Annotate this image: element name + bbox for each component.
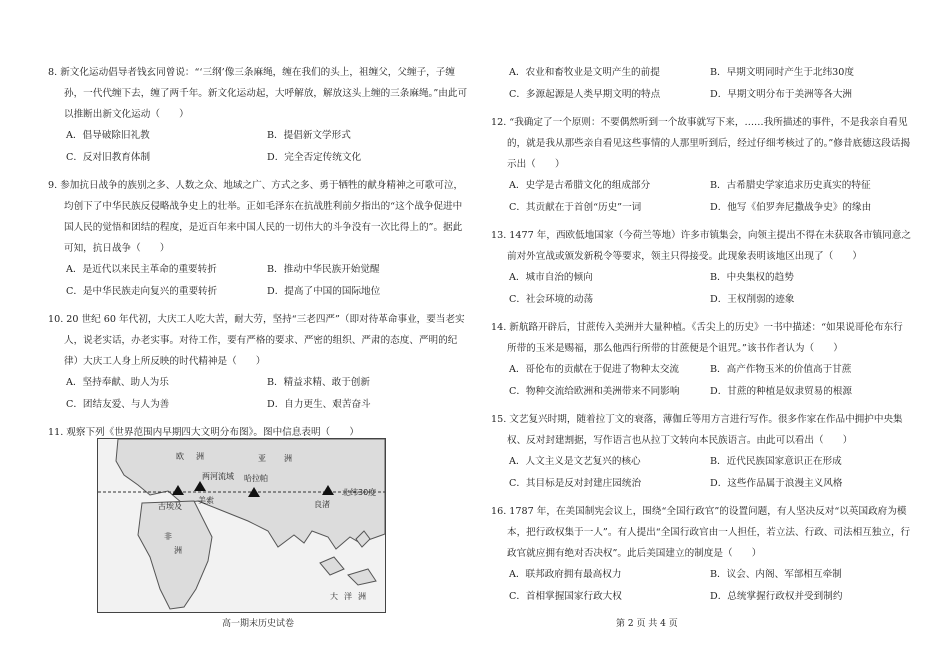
question-options — [491, 359, 911, 403]
answer-option: A．人文主义是文艺复兴的核心 — [509, 456, 641, 467]
map-label: 两河流域 — [202, 472, 234, 481]
map-svg — [98, 439, 385, 612]
answer-option: D．自力更生、艰苦奋斗 — [267, 399, 371, 410]
question-item — [491, 317, 911, 403]
map-label: 洲 — [358, 592, 366, 601]
map-label: 北纬30度 — [342, 488, 377, 497]
map-label: 亚 — [258, 454, 266, 463]
question-item — [491, 501, 911, 608]
map-label: 良渚 — [314, 500, 330, 509]
question-options — [491, 267, 911, 311]
answer-option: B．早期文明同时产生于北纬30度 — [710, 67, 854, 78]
question-options — [48, 259, 468, 303]
question-options — [48, 125, 468, 169]
question-options — [491, 564, 911, 608]
question-stem: 15. 文艺复兴时期，随着拉丁文的衰落，薄伽丘等用方言进行写作。很多作家在作品中拥护中央集权、反对封建割据，写作语言也从拉丁文转向本民族语言。由此可以看出（ ） — [491, 414, 903, 446]
map-label: 大 — [330, 592, 338, 601]
answer-option: D．完全否定传统文化 — [267, 152, 362, 163]
answer-option: C．是中华民族走向复兴的重要转折 — [66, 286, 218, 297]
question-item — [48, 309, 468, 416]
map-label: 美索 — [198, 496, 214, 505]
answer-option: A．联邦政府拥有最高权力 — [509, 569, 622, 580]
answer-option: D．早期文明分布于美洲等各大洲 — [710, 89, 853, 100]
answer-option: B．古希腊史学家追求历史真实的特征 — [710, 180, 871, 191]
question-item — [48, 175, 468, 303]
question-options — [491, 62, 911, 106]
question-stem: 11. 观察下列《世界范围内早期四大文明分布图》。图中信息表明（ ） — [48, 427, 359, 438]
map-label: 欧 — [176, 452, 184, 461]
footer-left: 高一期末历史试卷 — [222, 619, 295, 629]
question-item — [48, 62, 468, 169]
answer-option: D．甘蔗的种植是奴隶贸易的根源 — [710, 386, 853, 397]
answer-option: A．哥伦布的贡献在于促进了物种太交流 — [509, 364, 680, 375]
answer-option: C．物种交流给欧洲和美洲带来不同影响 — [509, 386, 680, 397]
question-item — [491, 225, 911, 311]
answer-option: B．推动中华民族开始觉醒 — [267, 264, 380, 275]
answer-option: C．多源起源是人类早期文明的特点 — [509, 89, 661, 100]
question-item — [491, 409, 911, 495]
answer-option: B．提倡新文学形式 — [267, 130, 351, 141]
answer-option: C．其目标是反对封建庄园统治 — [509, 478, 642, 489]
answer-option: C．首相掌握国家行政大权 — [509, 591, 622, 602]
question-stem: 16. 1787 年，在美国制宪会议上，围绕“全国行政官”的设置问题，有人坚决反对“以英国政府为模本，把行政权集于一人”。有人提出“全国行政官由一人担任，若立法、行政、司法相互独立，行政官就应拥有绝对否决权”。此后美国建立的制度是（ ） — [491, 506, 911, 559]
map-label: 洲 — [174, 546, 182, 555]
left-column — [48, 62, 468, 449]
answer-option: C．团结友爱、与人为善 — [66, 399, 170, 410]
map-label: 古埃及 — [158, 502, 182, 511]
map-label: 非 — [164, 532, 172, 541]
answer-option: B．中央集权的趋势 — [710, 272, 794, 283]
right-column — [491, 62, 911, 614]
answer-option: A．城市自治的倾向 — [509, 272, 593, 283]
answer-option: C．社会环境的动荡 — [509, 294, 594, 305]
answer-option: D．总统掌握行政权并受到制约 — [710, 591, 843, 602]
map-label: 洲 — [196, 452, 204, 461]
question-options — [491, 451, 911, 495]
footer-page-number: 第 2 页 共 4 页 — [616, 619, 678, 629]
map-label: 洋 — [344, 592, 352, 601]
answer-option: B．议会、内阁、军部相互牵制 — [710, 569, 842, 580]
map-label: 洲 — [284, 454, 292, 463]
answer-option: D．这些作品属于浪漫主义风格 — [710, 478, 843, 489]
map-label: 哈拉帕 — [244, 474, 268, 483]
world-civilizations-map — [97, 438, 386, 613]
answer-option: D．王权削弱的迹象 — [710, 294, 795, 305]
answer-option: B．精益求精、敢于创新 — [267, 377, 370, 388]
question-stem: 9. 参加抗日战争的族别之多、人数之众、地域之广、方式之多、勇于牺牲的献身精神之可歌可泣，均创下了中华民族反侵略战争史上的壮举。正如毛泽东在抗战胜利前夕指出的“这个战争促进中国人民的觉悟和团结的程度，是近百年来中国人民的一切伟大的斗争没有一次比得上的”。据此可知，抗日战争（ ） — [48, 180, 464, 254]
answer-option: D．他写《伯罗奔尼撒战争史》的缘由 — [710, 202, 872, 213]
answer-option: A．农业和畜牧业是文明产生的前提 — [509, 67, 660, 78]
answer-option: C．反对旧教育体制 — [66, 152, 151, 163]
answer-option: D．提高了中国的国际地位 — [267, 286, 381, 297]
question-stem: 12. “我确定了一个原则：不要偶然听到一个故事就写下来，……我所描述的事件，不是我亲自看见的，就是我从那些亲自看见这些事情的人那里听到后，经过仔细考核过了的。”修昔底德这段话揭示出（ ） — [491, 117, 911, 170]
question-stem: 14. 新航路开辟后，甘蔗传入美洲并大量种植。《舌尖上的历史》一书中描述：“如果说哥伦布东行所带的玉米是赐福，那么他西行所带的甘蔗便是个诅咒。”该书作者认为（ ） — [491, 322, 903, 354]
answer-option: B．近代民族国家意识正在形成 — [710, 456, 842, 467]
answer-option: A．倡导破除旧礼教 — [66, 130, 150, 141]
question-options — [48, 372, 468, 416]
question-stem: 10. 20 世纪 60 年代初，大庆工人吃大苦，耐大劳，坚持“三老四严”（即对待革命事业，要当老实人，说老实话，办老实事。对待工作，要有严格的要求、严密的组织、严肃的态度、严明的纪律）大庆工人身上所反映的时代精神是（ ） — [48, 314, 465, 367]
question-stem: 8. 新文化运动倡导者钱玄同曾说：“‘三纲’像三条麻绳，缠在我们的头上，祖缠父，父缠子，子缠孙，一代代缠下去，缠了两千年。新文化运动起，大呼解放，解放这头上缠的三条麻绳。”由此可以推断出新文化运动（ ） — [48, 67, 468, 120]
question-item — [491, 112, 911, 219]
question-item — [491, 62, 911, 106]
answer-option: C．其贡献在于首创“历史”一词 — [509, 202, 642, 213]
question-stem: 13. 1477 年，西欧低地国家（今荷兰等地）许多市镇集会，向领主提出不得在未获取各市镇同意之前对外宣战或颁发新税令等要求，领主只得接受。此现象表明该地区出现了（ ） — [491, 230, 911, 262]
answer-option: A．坚持奉献、助人为乐 — [66, 377, 169, 388]
answer-option: B．高产作物玉米的价值高于甘蔗 — [710, 364, 852, 375]
question-options — [491, 175, 911, 219]
answer-option: A．史学是古希腊文化的组成部分 — [509, 180, 651, 191]
answer-option: A．是近代以来民主革命的重要转折 — [66, 264, 217, 275]
